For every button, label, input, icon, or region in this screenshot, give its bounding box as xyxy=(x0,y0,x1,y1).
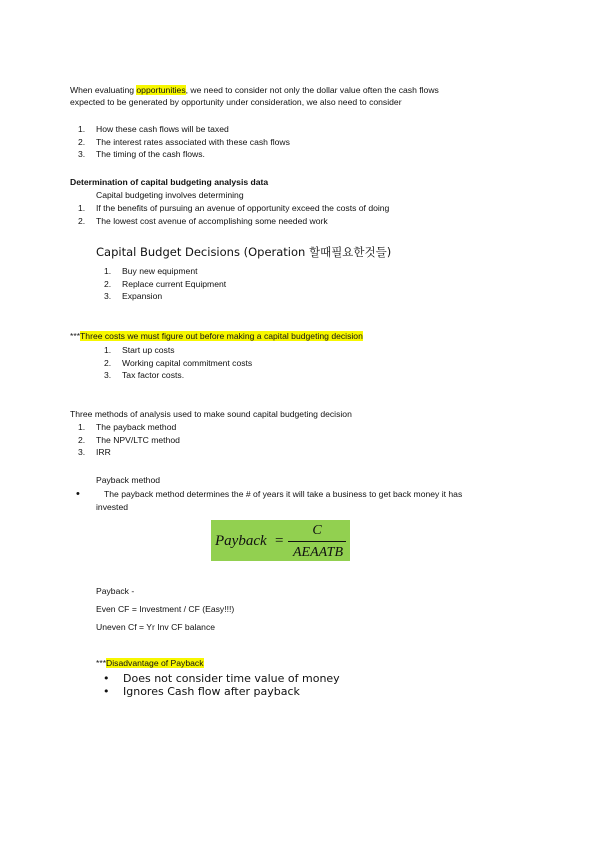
disadvantage-prefix: *** xyxy=(96,658,107,668)
determination-list xyxy=(70,202,389,227)
disadvantage-heading: Disadvantage of Payback xyxy=(106,658,204,668)
even-cf: Even CF = Investment / CF (Easy!!!) xyxy=(96,604,235,614)
payback-title: Payback method xyxy=(96,475,161,485)
disadvantage-heading-line xyxy=(96,657,204,669)
bullet-icon: • xyxy=(76,488,80,500)
list-item: 1. Buy new equipment xyxy=(104,266,198,276)
costs-prefix: *** xyxy=(70,331,81,341)
formula-lhs: Payback xyxy=(215,533,267,549)
list-item: 2. Replace current Equipment xyxy=(104,278,227,289)
list-item: 2. The lowest cost avenue of accomplishing some needed work xyxy=(78,215,328,226)
list-item: 3. Expansion xyxy=(104,291,163,302)
list-item: • Ignores Cash flow after payback xyxy=(103,685,300,698)
list-item: 1. If the benefits of pursuing an avenue of opportunity exceed the costs of doing xyxy=(78,203,390,213)
formula-denominator: AEAATB xyxy=(292,545,344,560)
formula-equals: = xyxy=(275,533,284,549)
list-item: 3. The timing of the cash flows. xyxy=(78,149,205,160)
disadvantage-list xyxy=(96,672,340,698)
costs-list xyxy=(96,344,252,382)
list-item: 1. How these cash flows will be taxed xyxy=(78,124,229,134)
intro-highlight: opportunities xyxy=(136,85,186,95)
list-item: 2. Working capital commitment costs xyxy=(104,357,253,368)
decisions-list xyxy=(96,265,226,303)
payback-desc2: invested xyxy=(96,502,129,512)
decisions-heading: Capital Budget Decisions (Operation 할때필요한것들) xyxy=(96,245,392,259)
methods-heading: Three methods of analysis used to make sound capital budgeting decision xyxy=(70,409,352,419)
list-item: • Does not consider time value of money xyxy=(103,672,340,685)
intro-post: , we need to consider not only the dollar value often the cash flows xyxy=(185,85,439,95)
determination-sub: Capital budgeting involves determining xyxy=(96,190,244,200)
intro-paragraph xyxy=(70,84,540,109)
costs-heading: Three costs we must figure out before making a capital budgeting decision xyxy=(80,331,363,341)
payback-formula xyxy=(211,520,350,561)
list-item: 1. The payback method xyxy=(78,422,177,432)
payback-desc1: The payback method determines the # of years it will take a business to get back money it has xyxy=(104,489,463,499)
intro-line2: expected to be generated by opportunity under consideration, we also need to consider xyxy=(70,97,402,108)
payback-label: Payback - xyxy=(96,586,135,596)
determination-heading: Determination of capital budgeting analysis data xyxy=(70,177,269,187)
bullet-icon: • xyxy=(103,685,110,698)
list-item: 3. Tax factor costs. xyxy=(104,370,185,381)
costs-heading-line xyxy=(70,330,363,342)
list-item: 3. IRR xyxy=(78,447,111,458)
methods-list xyxy=(70,421,180,459)
uneven-cf: Uneven Cf = Yr Inv CF balance xyxy=(96,622,216,632)
considerations-list xyxy=(70,123,290,161)
formula-fraction-bar xyxy=(288,541,346,542)
intro-pre: When evaluating xyxy=(70,85,137,95)
list-item: 2. The NPV/LTC method xyxy=(78,434,180,445)
list-item: 1. Start up costs xyxy=(104,345,175,355)
bullet-icon: • xyxy=(103,672,110,685)
list-item: 2. The interest rates associated with these cash flows xyxy=(78,136,290,147)
formula-numerator: C xyxy=(312,523,322,538)
